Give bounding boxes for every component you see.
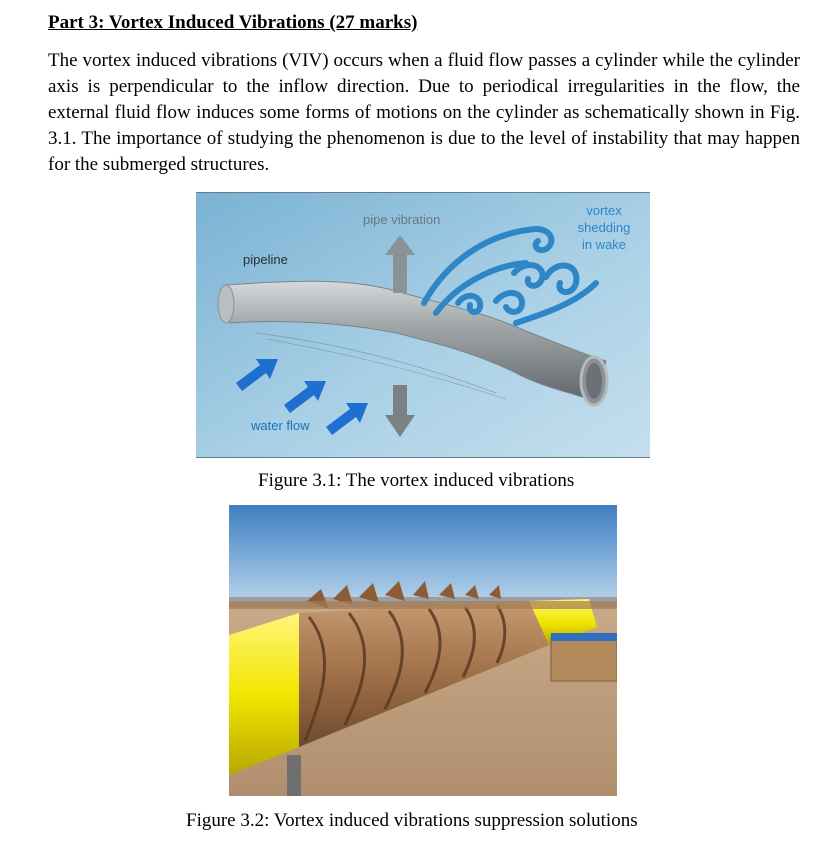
yellow-coating: [229, 613, 299, 775]
crate: [551, 637, 617, 681]
water-flow-label: water flow: [251, 418, 310, 433]
vortex-label-line3: in wake: [581, 237, 627, 252]
vortex-label-line1: vortex: [586, 203, 622, 218]
intro-paragraph: The vortex induced vibrations (VIV) occurs when a fluid flow passes a cylinder while the cylinder axis is perpendicular to the inflow direction. Due to periodical irregularities in the flow, the external fluid flow induces some forms of motions on the cylinder as schematically shown in Fig. 3.1. The importance of studying the phenomenon is due to the level of instability that may happen for the submerged structures.: [48, 50, 800, 175]
viv-suppression-photo: [229, 505, 617, 796]
figure-3-2-caption: Figure 3.2: Vortex induced vibrations suppression solutions: [186, 810, 638, 831]
pipeline-label: pipeline: [243, 252, 288, 267]
figure-3-1-caption: Figure 3.1: The vortex induced vibrations: [258, 470, 575, 491]
pipe-vibration-label: pipe vibration: [363, 212, 441, 227]
vortex-label-line2: shedding: [577, 220, 631, 235]
section-heading: Part 3: Vortex Induced Vibrations (27 marks): [48, 12, 418, 33]
viv-diagram: [196, 192, 650, 458]
